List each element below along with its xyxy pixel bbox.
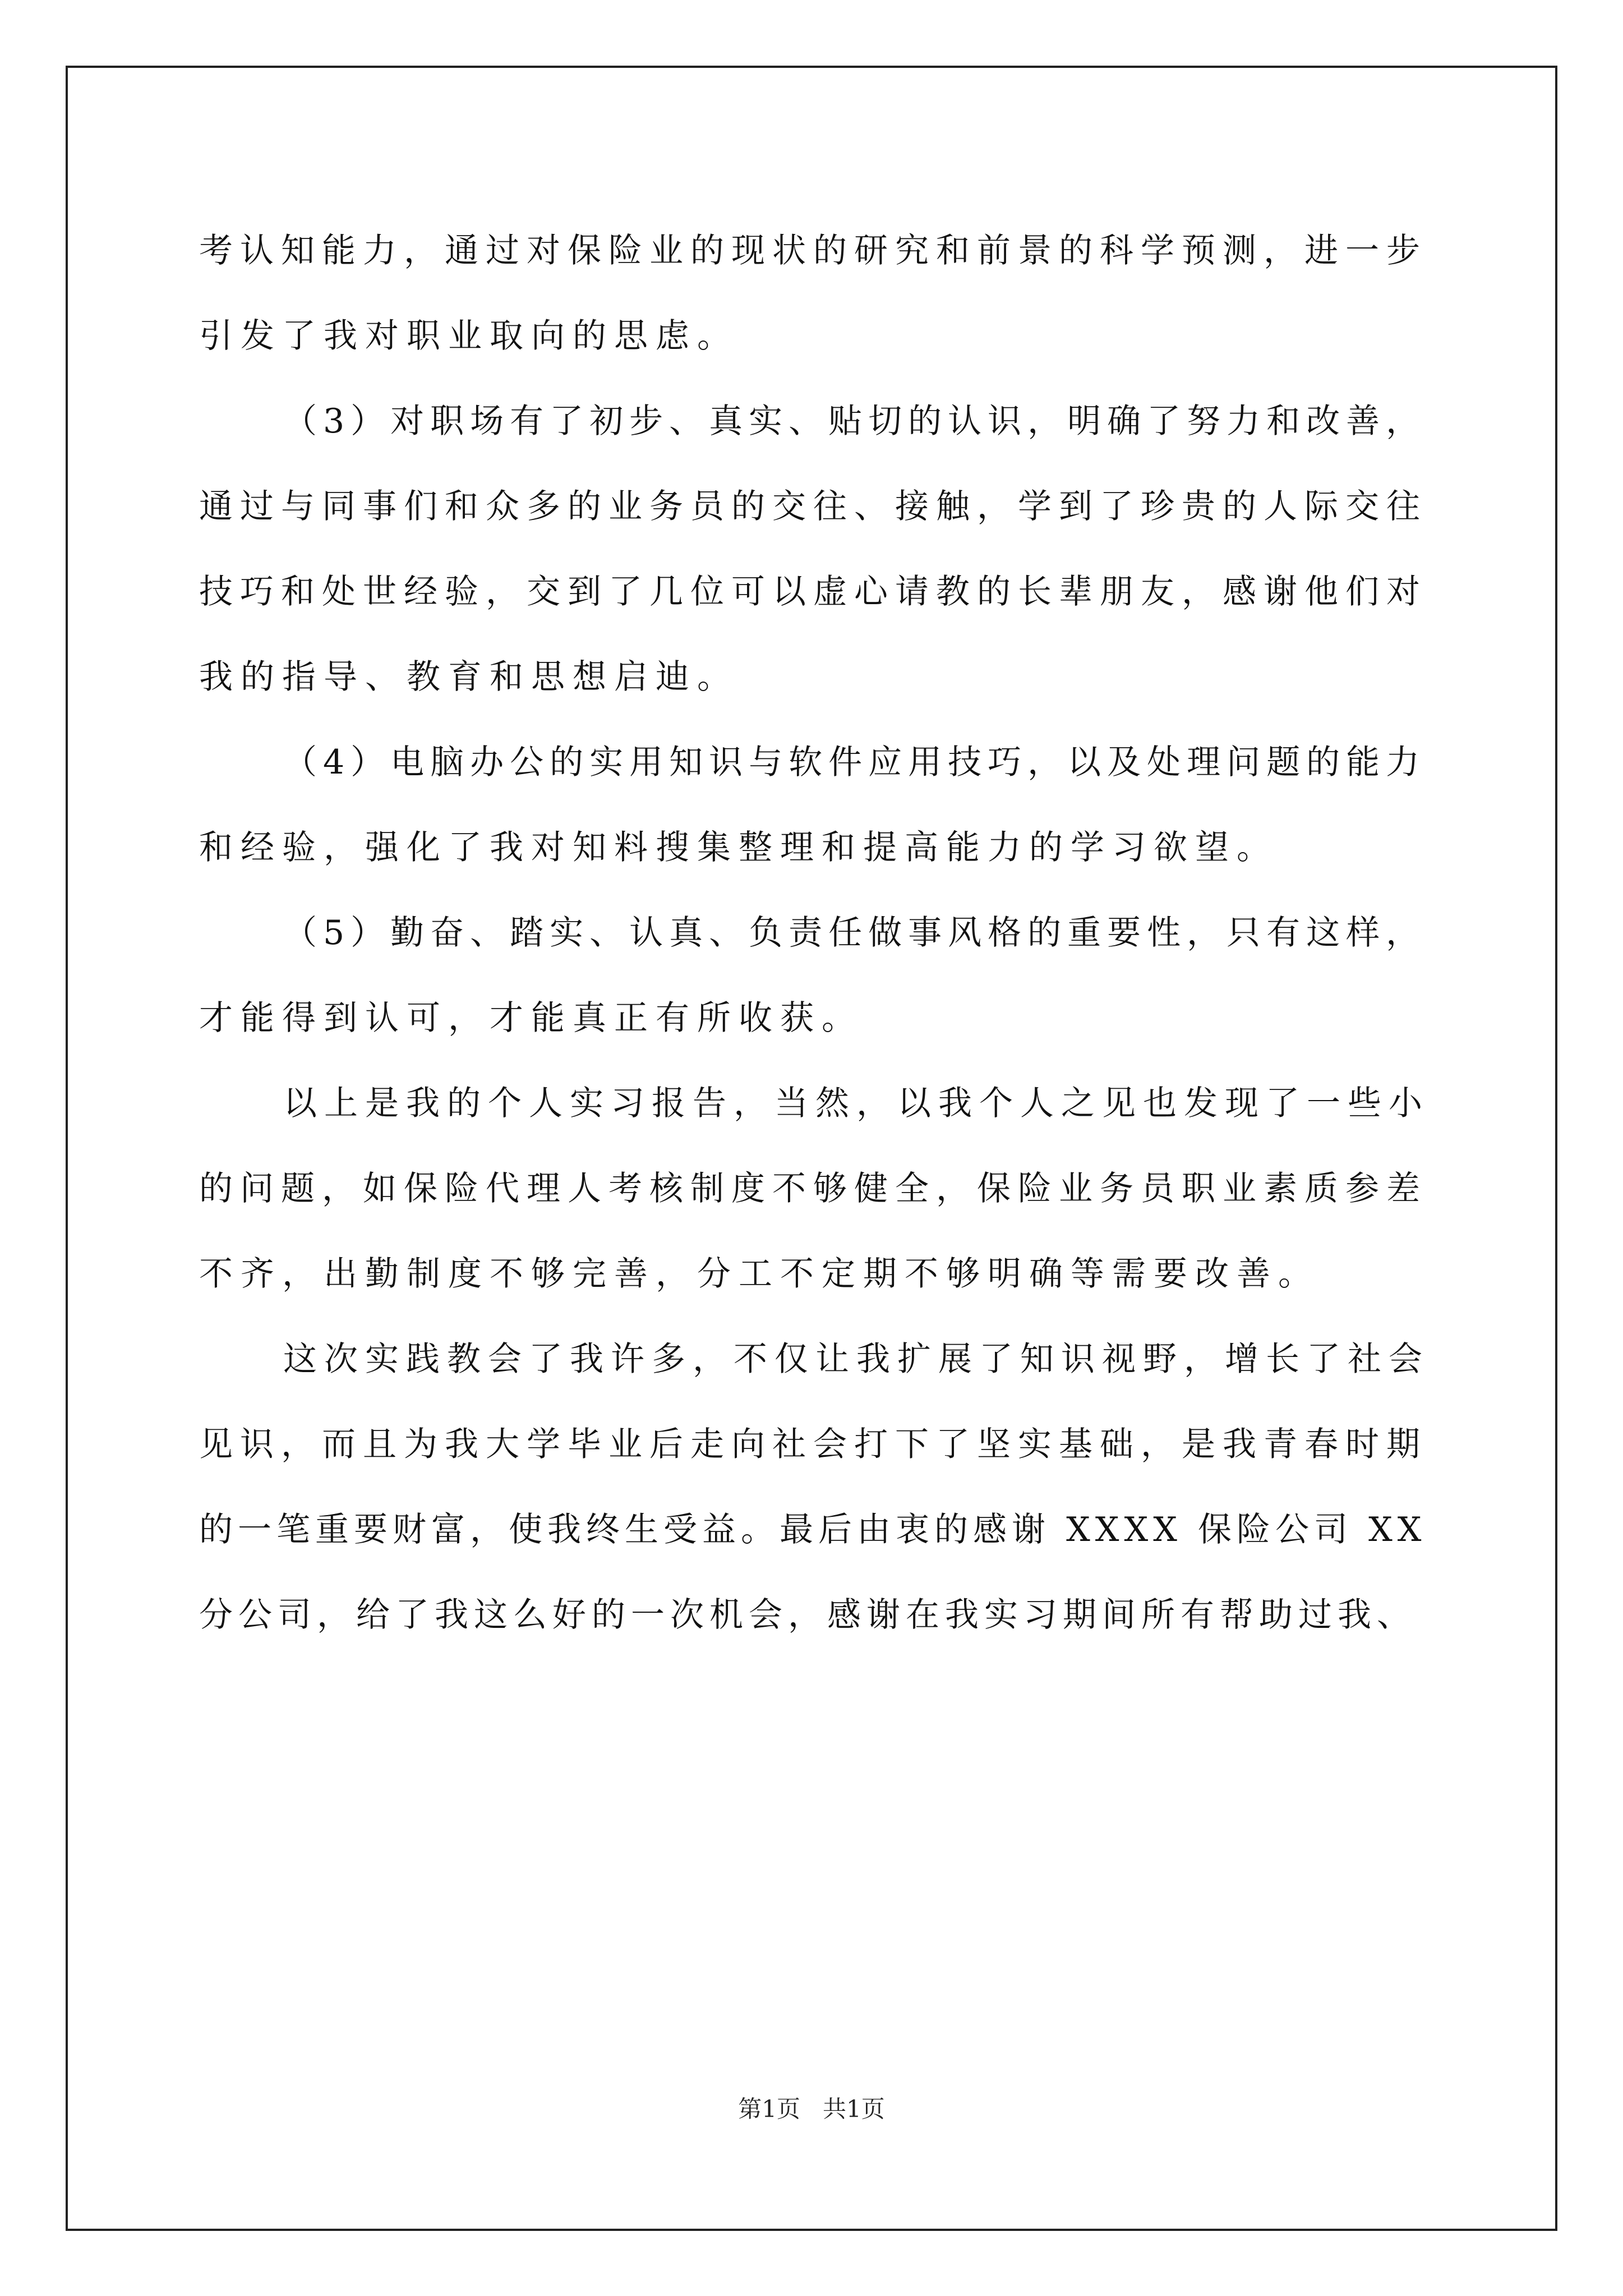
text-line: 考认知能力，通过对保险业的现状的研究和前景的科学预测，进一步	[199, 231, 1427, 270]
text-line: 和经验，强化了我对知料搜集整理和提高能力的学习欲望。	[199, 828, 1278, 867]
text-line: 的一笔重要财富，使我终生受益。最后由衷的感谢 XXXX 保险公司 XX	[199, 1510, 1427, 1549]
text-line: 技巧和处世经验，交到了几位可以虚心请教的长辈朋友，感谢他们对	[199, 572, 1427, 611]
text-line: 以上是我的个人实习报告，当然，以我个人之见也发现了一些小	[283, 1084, 1430, 1123]
text-line: 的问题，如保险代理人考核制度不够健全，保险业务员职业素质参差	[199, 1169, 1427, 1208]
text-line: 分公司，给了我这么好的一次机会，感谢在我实习期间所有帮助过我、	[199, 1595, 1416, 1635]
text-line: 这次实践教会了我许多，不仅让我扩展了知识视野，增长了社会	[283, 1340, 1430, 1379]
text-line: （4）电脑办公的实用知识与软件应用技巧，以及处理问题的能力	[283, 743, 1426, 782]
text-line: 见识，而且为我大学毕业后走向社会打下了坚实基础，是我青春时期	[199, 1425, 1427, 1464]
page-number-footer: 第1页 共1页	[738, 2095, 885, 2123]
text-line: 我的指导、教育和思想启迪。	[199, 657, 739, 697]
text-line: （5）勤奋、踏实、认真、负责任做事风格的重要性，只有这样，	[283, 913, 1426, 953]
text-line: 不齐，出勤制度不够完善，分工不定期不够明确等需要改善。	[199, 1254, 1320, 1294]
text-line: 引发了我对职业取向的思虑。	[199, 316, 739, 356]
text-line: 才能得到认可，才能真正有所收获。	[199, 999, 863, 1038]
text-line: 通过与同事们和众多的业务员的交往、接触，学到了珍贵的人际交往	[199, 487, 1427, 526]
page-border	[66, 66, 1557, 2231]
text-line: （3）对职场有了初步、真实、贴切的认识，明确了努力和改善，	[283, 402, 1426, 441]
